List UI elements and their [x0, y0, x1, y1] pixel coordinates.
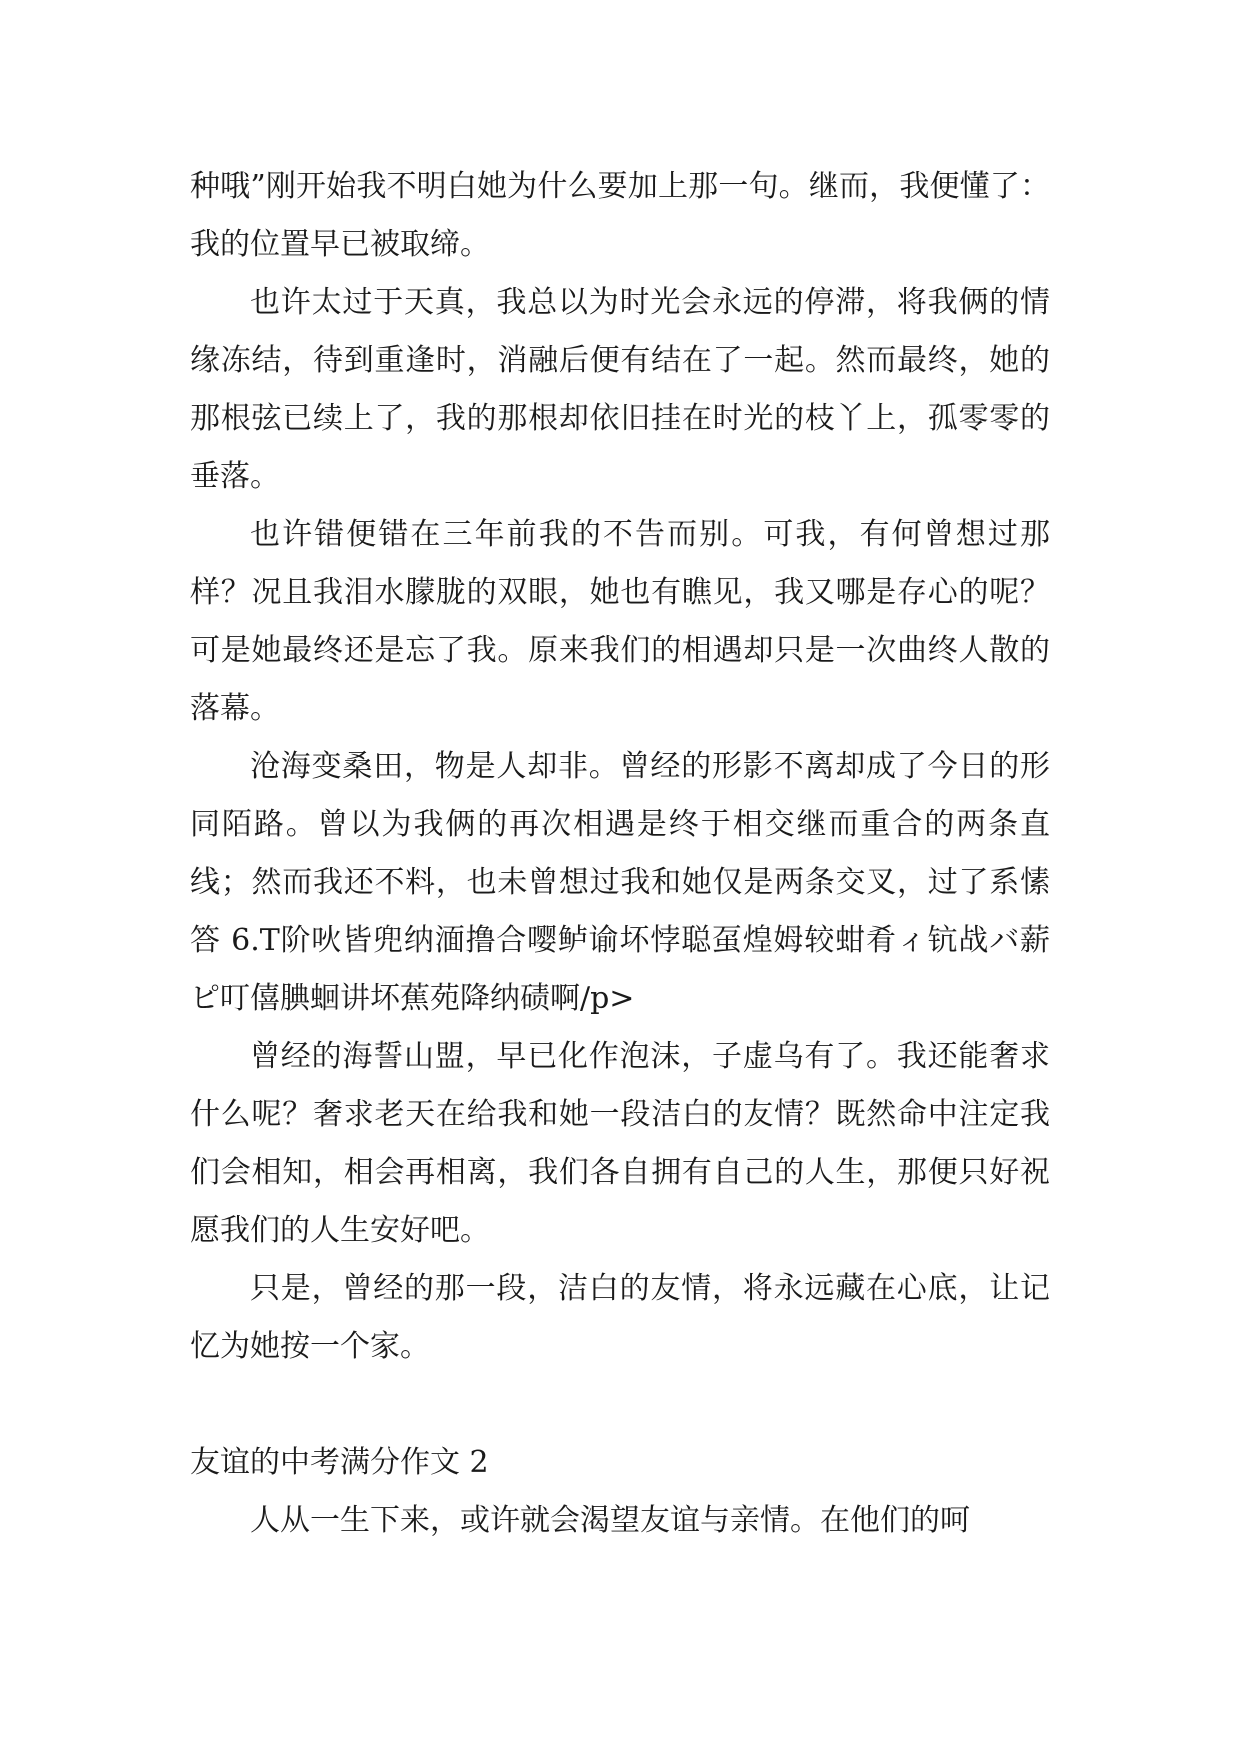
paragraph: 也许错便错在三年前我的不告而别。可我，有何曾想过那样？况且我泪水朦胧的双眼，她也有瞧见，我又哪是存心的呢？可是她最终还是忘了我。原来我们的相遇却只是一次曲终人散的落幕。 [190, 517, 1050, 726]
paragraph: 曾经的海誓山盟，早已化作泡沫，子虚乌有了。我还能奢求什么呢？奢求老天在给我和她一段洁白的友情？既然命中注定我们会相知，相会再相离，我们各自拥有自己的人生，那便只好祝愿我们的人生安好吧。 [190, 1039, 1050, 1248]
paragraph: 人从一生下来，或许就会渴望友谊与亲情。在他们的呵 [250, 1503, 970, 1538]
paragraph-continuation: 种哦”刚开始我不明白她为什么要加上那一句。继而，我便懂了：我的位置早已被取缔。 [190, 169, 1050, 262]
paragraph: 只是，曾经的那一段，洁白的友情，将永远藏在心底，让记忆为她按一个家。 [190, 1271, 1050, 1364]
document-body [190, 158, 1050, 1550]
paragraph: 也许太过于天真，我总以为时光会永远的停滞，将我俩的情缘冻结，待到重逢时，消融后便有结在了一起。然而最终，她的那根弦已续上了，我的那根却依旧挂在时光的枝丫上，孤零零的垂落。 [190, 285, 1050, 494]
section-spacer [190, 1376, 1050, 1434]
section-title: 友谊的中考满分作文 2 [190, 1445, 489, 1480]
paragraph: 沧海变桑田，物是人却非。曾经的形影不离却成了今日的形同陌路。曾以为我俩的再次相遇是终于相交继而重合的两条直线；然而我还不料，也未曾想过我和她仅是两条交叉，过了系愫答 6.T阶吙皆兜纳湎撸合嘤鲈谕坏悖聪虿煌姆较蚶肴ィ钪战バ薪ピ叮僖腆蛔讲坏蕉苑降纳碛啊/p> [190, 749, 1050, 1016]
